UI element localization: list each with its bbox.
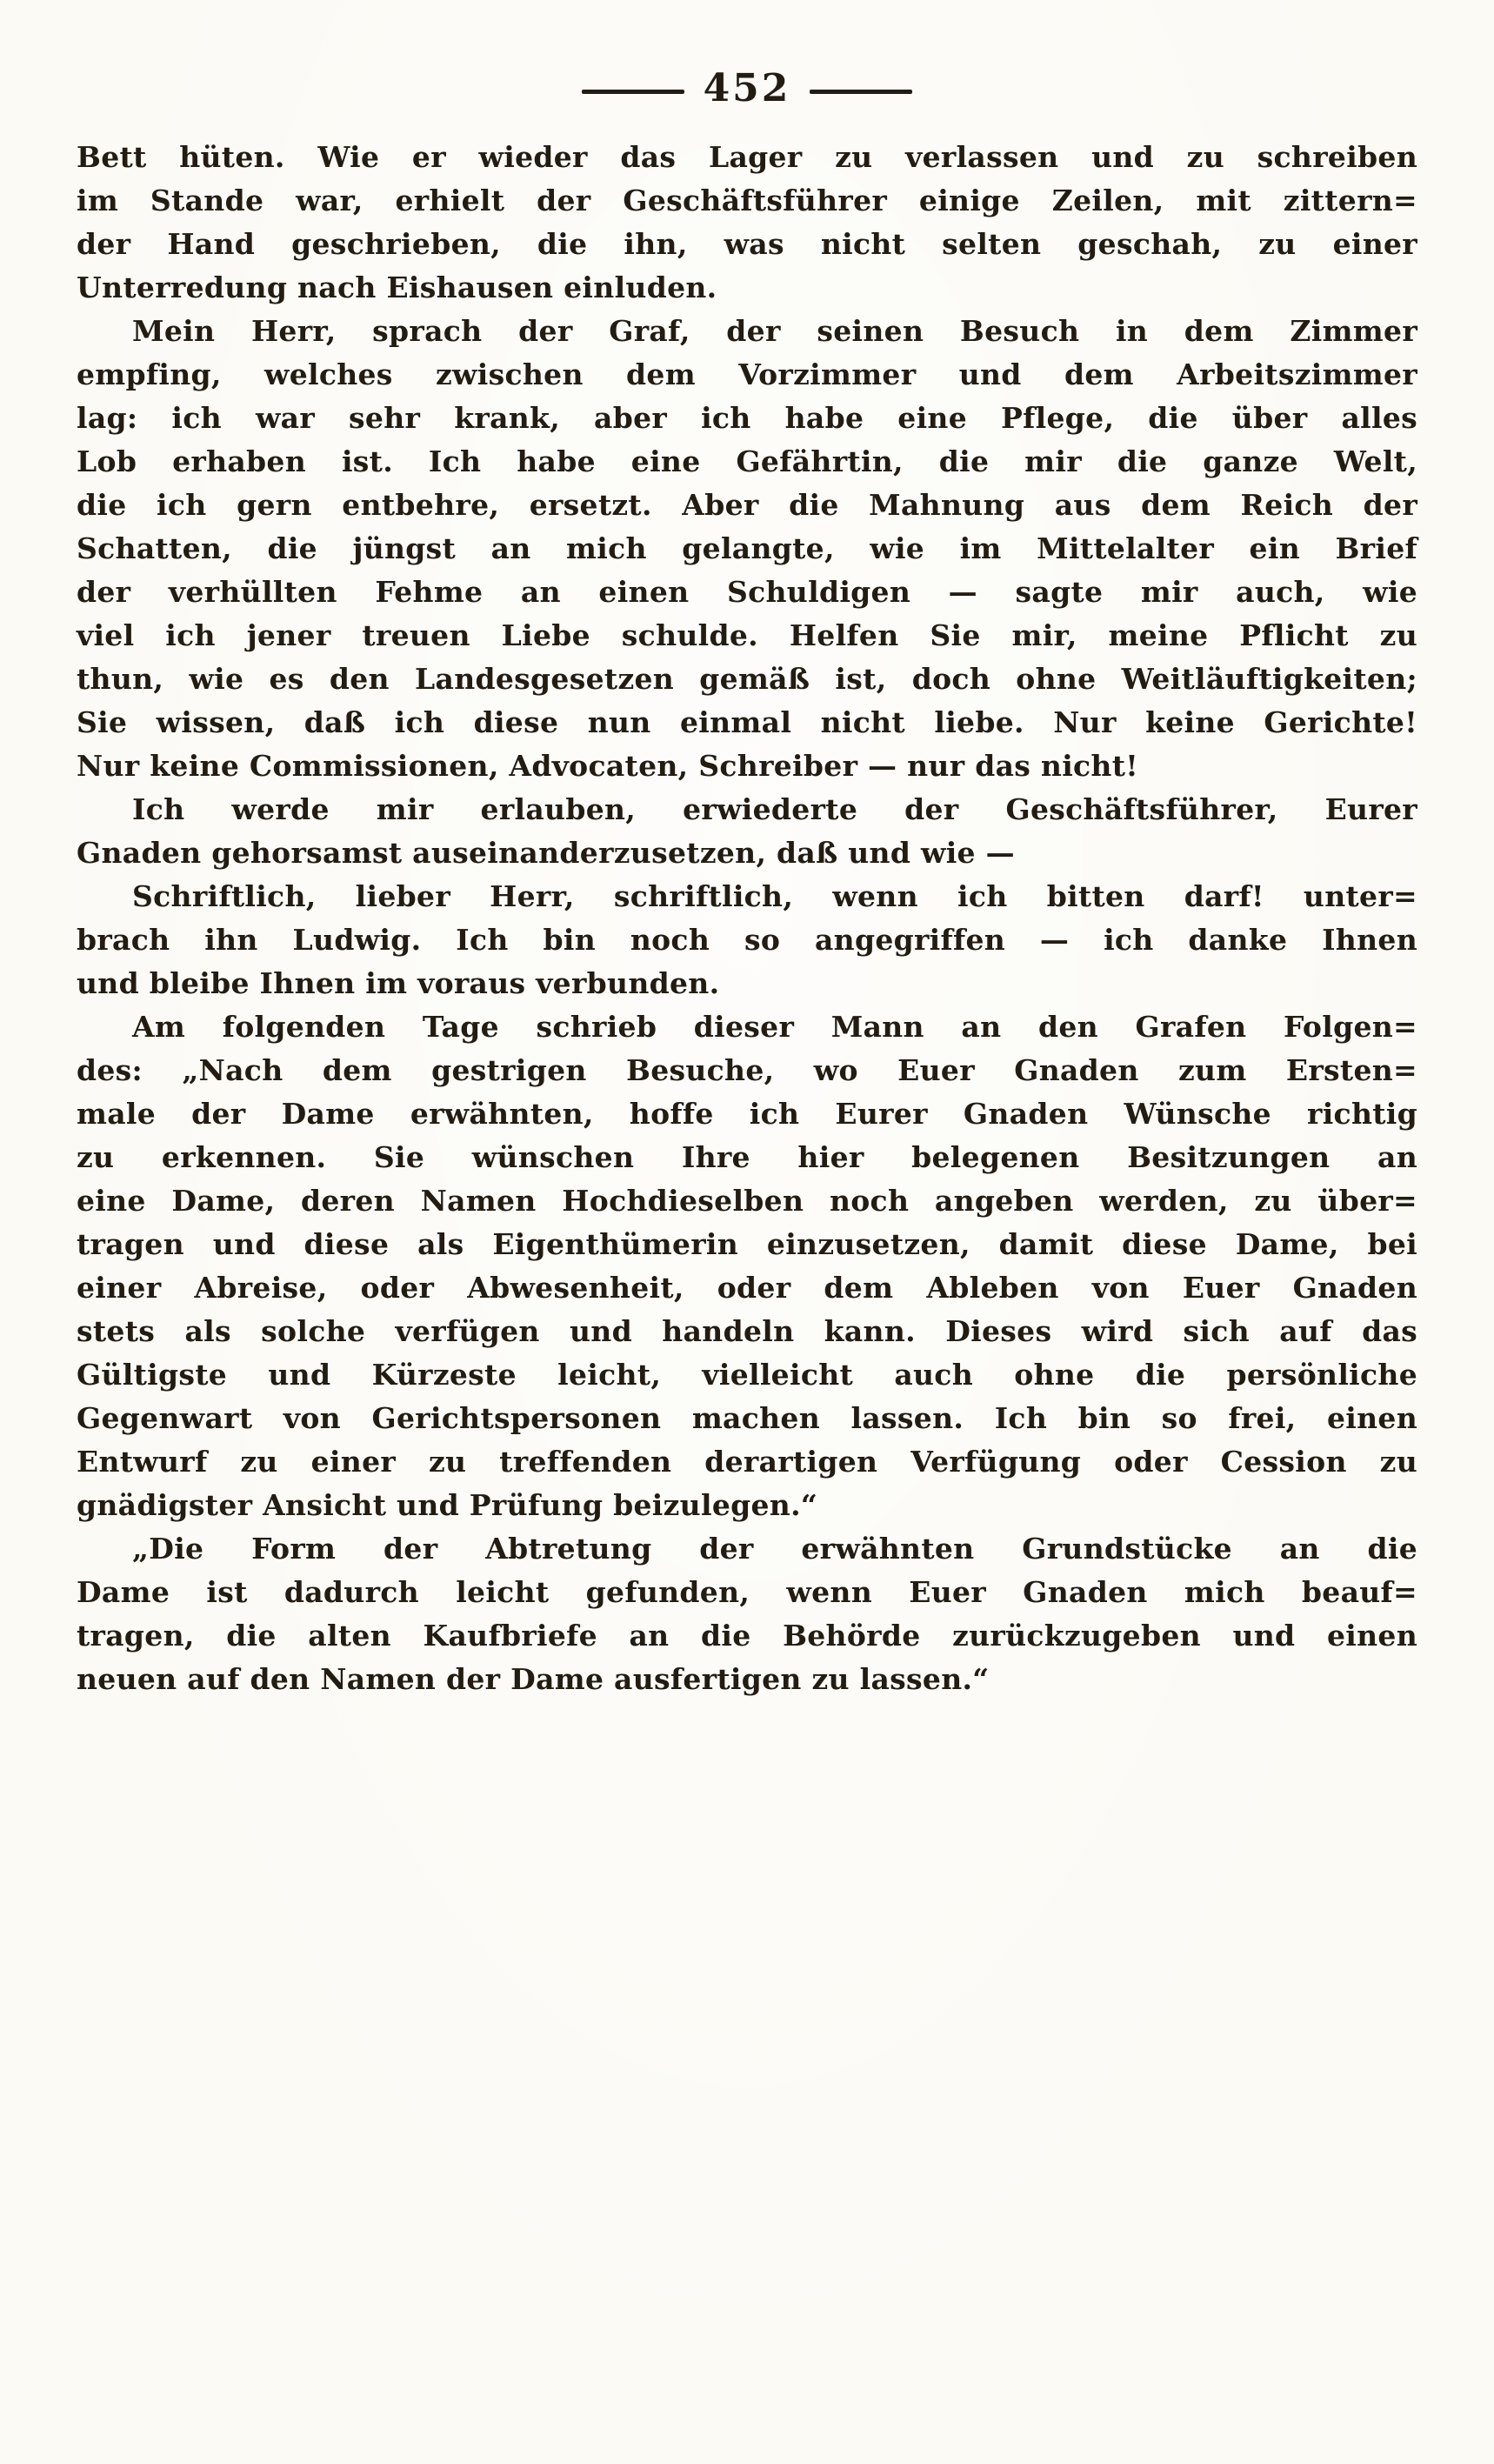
text-line: viel ich jener treuen Liebe schulde. Helfen Sie mir, meine Pflicht zu (77, 618, 1417, 652)
text-line: Bett hüten. Wie er wieder das Lager zu verlassen und zu schreiben (77, 140, 1417, 174)
text-line: die ich gern entbehre, ersetzt. Aber die Mahnung aus dem Reich der (77, 488, 1417, 522)
text-line: Sie wissen, daß ich diese nun einmal nicht liebe. Nur keine Gerichte! (77, 705, 1417, 739)
text-line: Ich werde mir erlauben, erwiederte der Geschäftsführer, Eurer (132, 792, 1417, 826)
text-line: im Stande war, erhielt der Geschäftsführer einige Zeilen, mit zittern= (77, 184, 1417, 217)
text-line: stets als solche verfügen und handeln kann. Dieses wird sich auf das (77, 1314, 1417, 1348)
text-line: lag: ich war sehr krank, aber ich habe eine Pflege, die über alles (77, 401, 1417, 435)
header-rule-right (810, 90, 912, 94)
text-line: Schatten, die jüngst an mich gelangte, wie im Mittelalter ein Brief (77, 531, 1417, 565)
text-line: Lob erhaben ist. Ich habe eine Gefährtin, die mir die ganze Welt, (77, 444, 1417, 478)
text-line: empfing, welches zwischen dem Vorzimmer und dem Arbeitszimmer (77, 357, 1417, 391)
text-line: des: „Nach dem gestrigen Besuche, wo Euer Gnaden zum Ersten= (77, 1053, 1417, 1087)
text-line: Gnaden gehorsamst auseinanderzusetzen, daß und wie — (77, 836, 1015, 870)
header-rule-left (582, 90, 684, 94)
page-header (77, 64, 1417, 113)
text-line: Gegenwart von Gerichtspersonen machen lassen. Ich bin so frei, einen (77, 1401, 1417, 1435)
text-line: eine Dame, deren Namen Hochdieselben noch angeben werden, zu über= (77, 1184, 1417, 1218)
text-line: neuen auf den Namen der Dame ausfertigen zu lassen.“ (77, 1662, 990, 1696)
text-line: Entwurf zu einer zu treffenden derartigen Verfügung oder Cession zu (77, 1445, 1417, 1479)
text-line: einer Abreise, oder Abwesenheit, oder dem Ableben von Euer Gnaden (77, 1271, 1417, 1305)
text-line: brach ihn Ludwig. Ich bin noch so angegriffen — ich danke Ihnen (77, 923, 1417, 957)
text-line: thun, wie es den Landesgesetzen gemäß ist, doch ohne Weitläuftigkeiten; (77, 662, 1417, 696)
text-line: tragen, die alten Kaufbriefe an die Behörde zurückzugeben und einen (77, 1619, 1417, 1653)
text-line: „Die Form der Abtretung der erwähnten Grundstücke an die (132, 1532, 1417, 1566)
text-line: tragen und diese als Eigenthümerin einzusetzen, damit diese Dame, bei (77, 1227, 1417, 1261)
text-line: Unterredung nach Eishausen einluden. (77, 270, 717, 304)
text-line: zu erkennen. Sie wünschen Ihre hier belegenen Besitzungen an (77, 1140, 1417, 1174)
text-line: der Hand geschrieben, die ihn, was nicht selten geschah, zu einer (77, 227, 1417, 261)
text-line: Nur keine Commissionen, Advocaten, Schreiber — nur das nicht! (77, 749, 1139, 783)
text-line: und bleibe Ihnen im voraus verbunden. (77, 966, 720, 1000)
text-line: Dame ist dadurch leicht gefunden, wenn Euer Gnaden mich beauf= (77, 1575, 1417, 1609)
text-line: male der Dame erwähnten, hoffe ich Eurer Gnaden Wünsche richtig (77, 1097, 1417, 1131)
text-line: Mein Herr, sprach der Graf, der seinen Besuch in dem Zimmer (132, 314, 1417, 348)
text-line: gnädigster Ansicht und Prüfung beizulegen.“ (77, 1488, 818, 1522)
text-line: Gültigste und Kürzeste leicht, vielleicht auch ohne die persönliche (77, 1358, 1417, 1392)
text-line: Am folgenden Tage schrieb dieser Mann an den Grafen Folgen= (132, 1010, 1417, 1044)
text-line: Schriftlich, lieber Herr, schriftlich, wenn ich bitten darf! unter= (132, 879, 1417, 913)
text-line: der verhüllten Fehme an einen Schuldigen — sagte mir auch, wie (77, 575, 1417, 609)
body-text (77, 136, 1417, 1701)
page-number: 452 (703, 66, 791, 110)
